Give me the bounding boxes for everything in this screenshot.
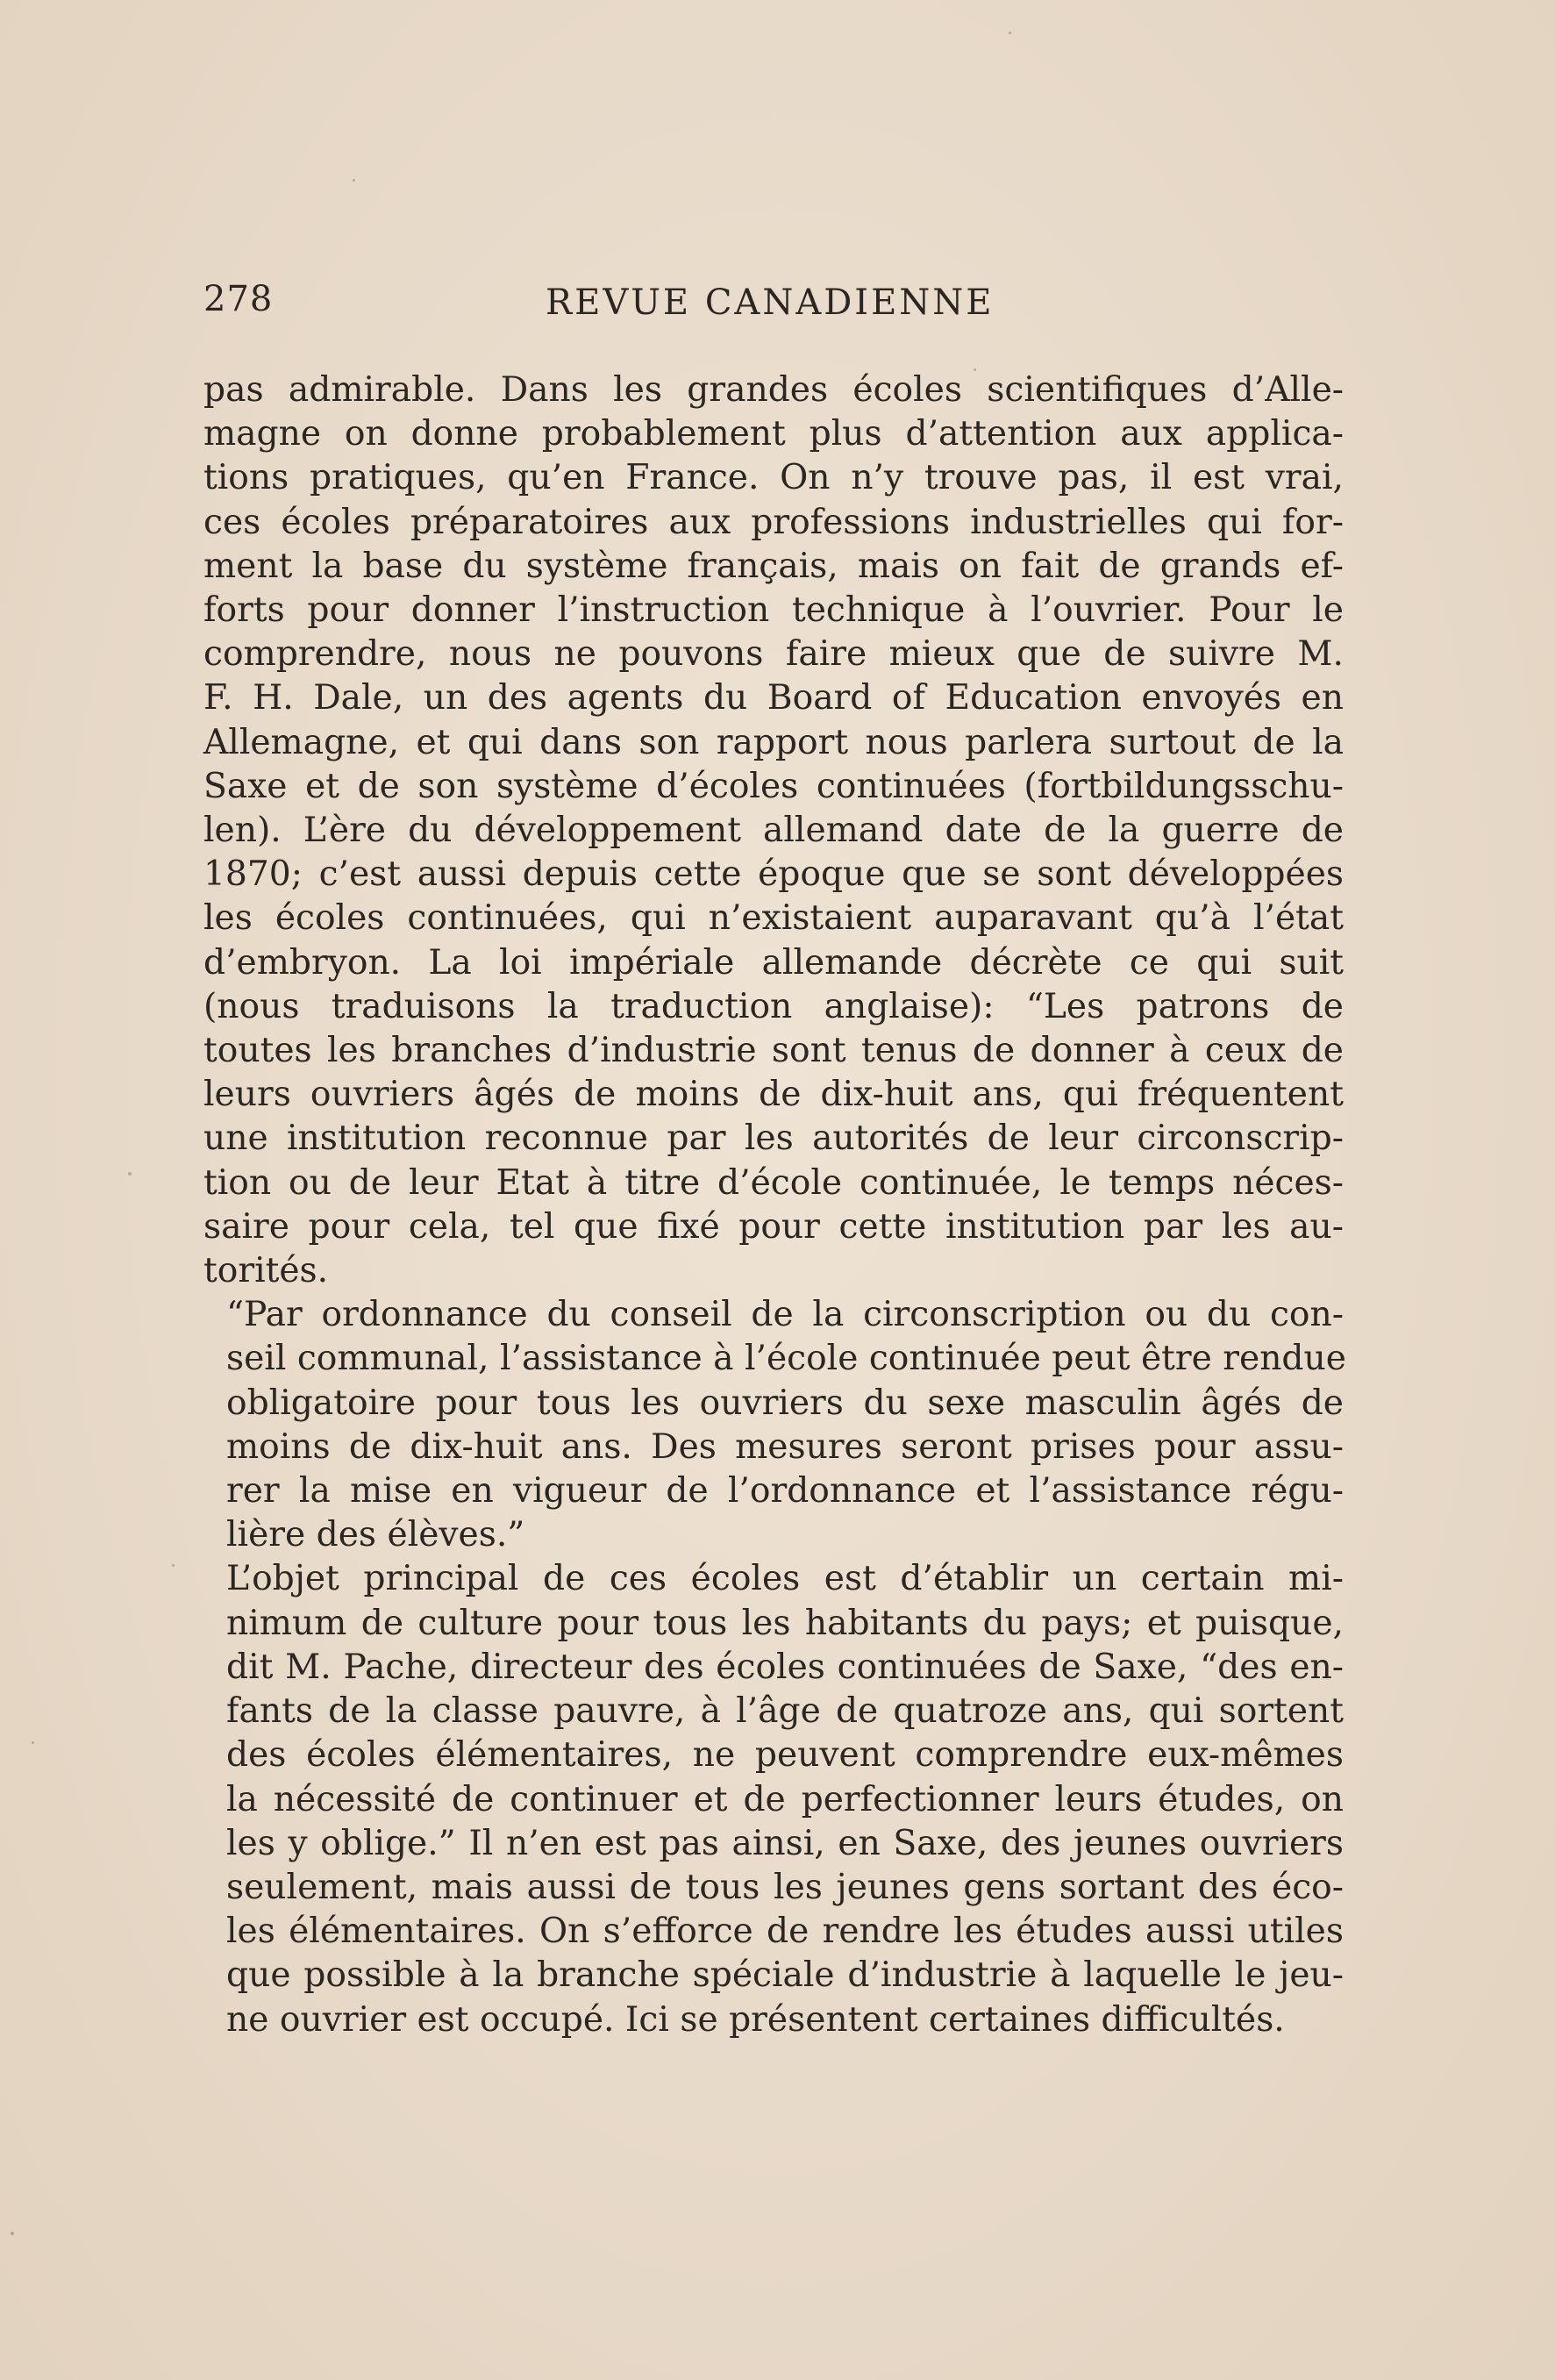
text-line: saire pour cela, tel que fixé pour cette institution par les au- <box>203 1206 1344 1247</box>
text-line: ces écoles préparatoires aux professions industrielles qui for- <box>203 502 1344 542</box>
paragraph <box>203 1293 1344 1557</box>
text-line: Saxe et de son système d’écoles continuées (fortbildungsschu- <box>203 766 1344 806</box>
text-line: len). L’ère du développement allemand date de la guerre de <box>203 811 1344 851</box>
paragraph <box>203 368 1344 1293</box>
text-line: fants de la classe pauvre, à l’âge de quatroze ans, qui sortent <box>226 1691 1344 1732</box>
text-line: lière des élèves.” <box>226 1515 525 1555</box>
paper-speck <box>172 1564 175 1567</box>
text-line: nimum de culture pour tous les habitants du pays; et puisque, <box>226 1603 1344 1643</box>
text-line: rer la mise en vigueur de l’ordonnance et l’assistance régu- <box>226 1471 1344 1512</box>
text-line: les élémentaires. On s’efforce de rendre les études aussi utiles <box>226 1912 1344 1952</box>
text-line: “Par ordonnance du conseil de la circonscription ou du con- <box>226 1295 1344 1335</box>
text-line: L’objet principal de ces écoles est d’établir un certain mi- <box>226 1559 1344 1599</box>
text-line: comprendre, nous ne pouvons faire mieux que de suivre M. <box>203 634 1344 675</box>
text-line: une institution reconnue par les autorités de leur circonscrip- <box>203 1119 1344 1159</box>
paper-speck <box>974 368 976 371</box>
text-line: tion ou de leur Etat à titre d’école continuée, le temps néces- <box>203 1162 1344 1203</box>
text-line: leurs ouvriers âgés de moins de dix-huit ans, qui fréquentent <box>203 1075 1344 1115</box>
text-line: obligatoire pour tous les ouvriers du sexe masculin âgés de <box>226 1383 1344 1423</box>
page-header <box>203 279 1352 332</box>
paper-speck <box>32 1741 34 1744</box>
text-line: la nécessité de continuer et de perfectionner leurs études, on <box>226 1779 1344 1819</box>
text-line: magne on donne probablement plus d’attention aux applica- <box>203 414 1344 454</box>
paper-speck <box>1009 32 1011 34</box>
text-line: des écoles élémentaires, ne peuvent comprendre eux-mêmes <box>226 1735 1344 1776</box>
text-line: dit M. Pache, directeur des écoles continuées de Saxe, “des en- <box>226 1647 1344 1687</box>
text-line: seulement, mais aussi de tous les jeunes gens sortant des éco- <box>226 1867 1344 1907</box>
text-line: (nous traduisons la traduction anglaise): “Les patrons de <box>203 986 1344 1026</box>
text-line: d’embryon. La loi impériale allemande décrète ce qui suit <box>203 942 1344 983</box>
text-line: 1870; c’est aussi depuis cette époque que se sont développées <box>203 854 1344 895</box>
text-line: forts pour donner l’instruction technique à l’ouvrier. Pour le <box>203 590 1344 631</box>
text-line: tions pratiques, qu’en France. On n’y trouve pas, il est vrai, <box>203 458 1344 498</box>
text-line: les y oblige.” Il n’en est pas ainsi, en Saxe, des jeunes ouvriers <box>226 1823 1344 1863</box>
text-line: que possible à la branche spéciale d’industrie à laquelle le jeu- <box>226 1955 1344 1996</box>
text-line: les écoles continuées, qui n’existaient auparavant qu’à l’état <box>203 898 1344 939</box>
text-line: seil communal, l’assistance à l’école continuée peut être rendue <box>226 1339 1346 1379</box>
paper-speck <box>128 1172 132 1176</box>
text-line: F. H. Dale, un des agents du Board of Education envoyés en <box>203 678 1344 718</box>
text-line: moins de dix-huit ans. Des mesures seront prises pour assu- <box>226 1426 1344 1467</box>
text-line: ne ouvrier est occupé. Ici se présentent certaines difficultés. <box>226 1999 1285 2040</box>
text-line: ment la base du système français, mais on fait de grands ef- <box>203 546 1344 586</box>
paragraph <box>203 1557 1344 2041</box>
paper-speck <box>11 2232 14 2235</box>
paper-speck <box>353 179 355 182</box>
page-number: 278 <box>203 279 274 319</box>
body-text <box>203 368 1344 2042</box>
text-line: Allemagne, et qui dans son rapport nous parlera surtout de la <box>203 722 1344 762</box>
text-line: toutes les branches d’industrie sont tenus de donner à ceux de <box>203 1031 1344 1071</box>
text-line: torités. <box>203 1251 329 1291</box>
running-title: REVUE CANADIENNE <box>546 282 995 323</box>
text-line: pas admirable. Dans les grandes écoles scientifiques d’Alle- <box>203 370 1344 410</box>
